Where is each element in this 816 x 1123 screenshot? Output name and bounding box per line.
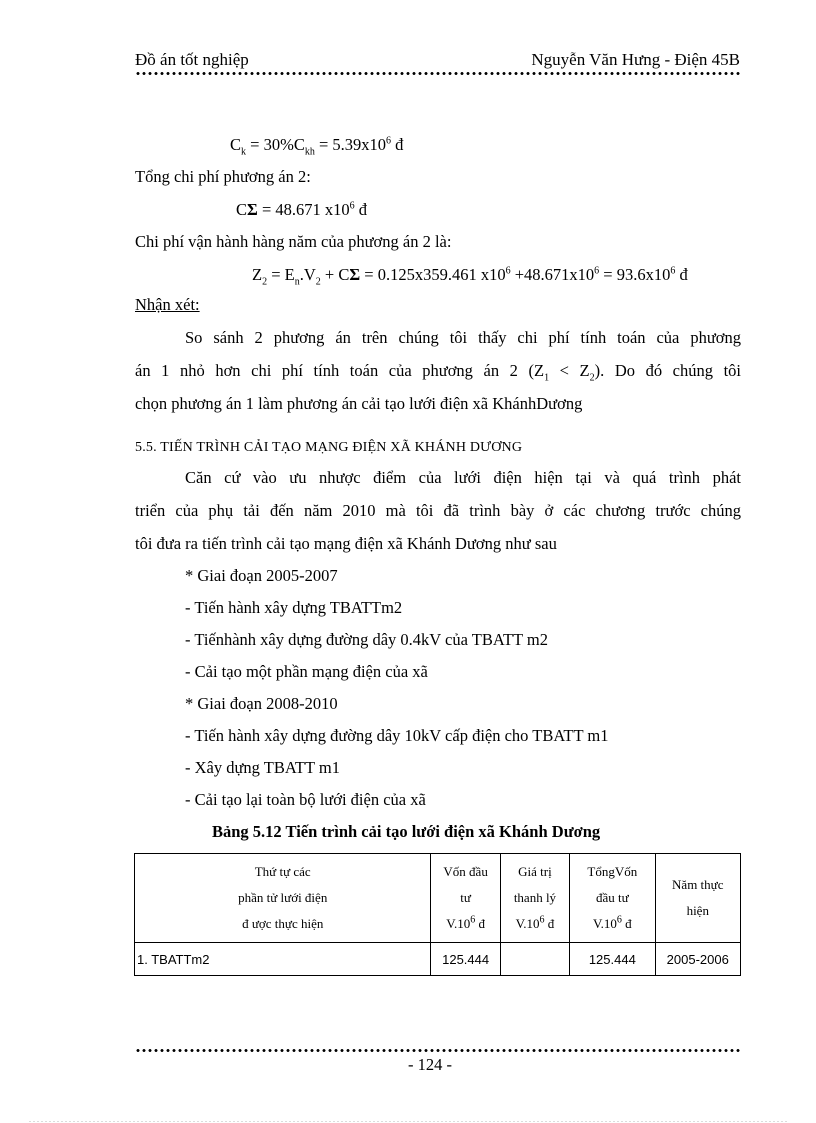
section-paragraph-3: tôi đưa ra tiến trình cải tạo mạng điện xã Khánh Dương như sau [135,534,557,553]
list-item: - Tiếnhành xây dựng đường dây 0.4kV của TBATT m2 [185,630,549,649]
list-item: - Tiến hành xây dựng đường dây 10kV cấp điện cho TBATT m1 [185,726,609,745]
header-liquidation: Giá trị thanh lý $V.10^6$ đ [500,854,569,943]
formula-z2: $Z_2 = E_n.V_2 + C\Sigma = 0.125x359.461$ $x10^6 +48.671x10^6 = 93.6x10^6$ đ [252,265,688,288]
list-item: * Giai đoạn 2005-2007 [185,566,338,585]
cell-liquidation [500,943,569,976]
total-cost-label: Tổng chi phí phương án 2: [135,167,311,186]
formula-csum: CΣ = 48.671 $x10^6$ đ [236,200,367,219]
footer-divider [135,1049,741,1052]
header-left: Đồ án tốt nghiệp [135,50,249,69]
formula-ck: $C_k = 30\%C_{kh} = 5.39x10^6$ đ [230,135,404,158]
list-item: - Tiến hành xây dựng TBATTm2 [185,598,403,617]
header-right: Nguyễn Văn Hưng - Điện 45B [531,50,740,69]
section-paragraph-2: triển của phụ tải đến năm 2010 mà tôi đã trình bày ở các chương trước chúng [135,501,741,520]
header-year: Năm thực hiện [655,854,740,943]
cell-year: 2005-2006 [655,943,740,976]
cell-capital: 125.444 [431,943,500,976]
list-item: - Cải tạo một phần mạng điện của xã [185,662,428,681]
list-item: * Giai đoạn 2008-2010 [185,694,338,713]
remark-line-2: án 1 nhỏ hơn chi phí tính toán của phương án 2 $(Z_1 < Z_2)$. Do đó chúng tôi [135,361,741,384]
header-total: TổngVốn đầu tư $V.10^6$ đ [570,854,655,943]
cell-element: 1. TBATTm2 [135,943,431,976]
page-edge-dots [28,1121,788,1122]
remark-line-1: So sánh 2 phương án trên chúng tôi thấy chi phí tính toán của phương [185,328,741,347]
section-heading: 5.5. TIẾN TRÌNH CẢI TẠO MẠNG ĐIỆN XÃ KHÁNH DƯƠNG [135,440,523,455]
header-capital: Vốn đầu tư $V.10^6$ đ [431,854,500,943]
remark-line-3: chọn phương án 1 làm phương án cải tạo lưới điện xã KhánhDương [135,394,583,413]
section-paragraph-1: Căn cứ vào ưu nhược điểm của lưới điện hiện tại và quá trình phát [185,468,741,487]
table-row [135,943,741,976]
table-caption: Bảng 5.12 Tiến trình cải tạo lưới điện xã Khánh Dương [212,822,601,841]
header-divider [135,72,741,75]
page-number: - 124 - [408,1055,452,1074]
annual-cost-label: Chi phí vận hành hàng năm của phương án 2 là: [135,232,452,251]
table-header-row [135,854,741,943]
remark-title: Nhận xét: [135,295,200,314]
progress-table [134,853,741,976]
header-element: Thứ tự các phần tử lưới điện đ ược thực hiện [135,854,431,943]
list-item: - Cải tạo lại toàn bộ lưới điện của xã [185,790,426,809]
cell-total: 125.444 [570,943,655,976]
list-item: - Xây dựng TBATT m1 [185,758,340,777]
